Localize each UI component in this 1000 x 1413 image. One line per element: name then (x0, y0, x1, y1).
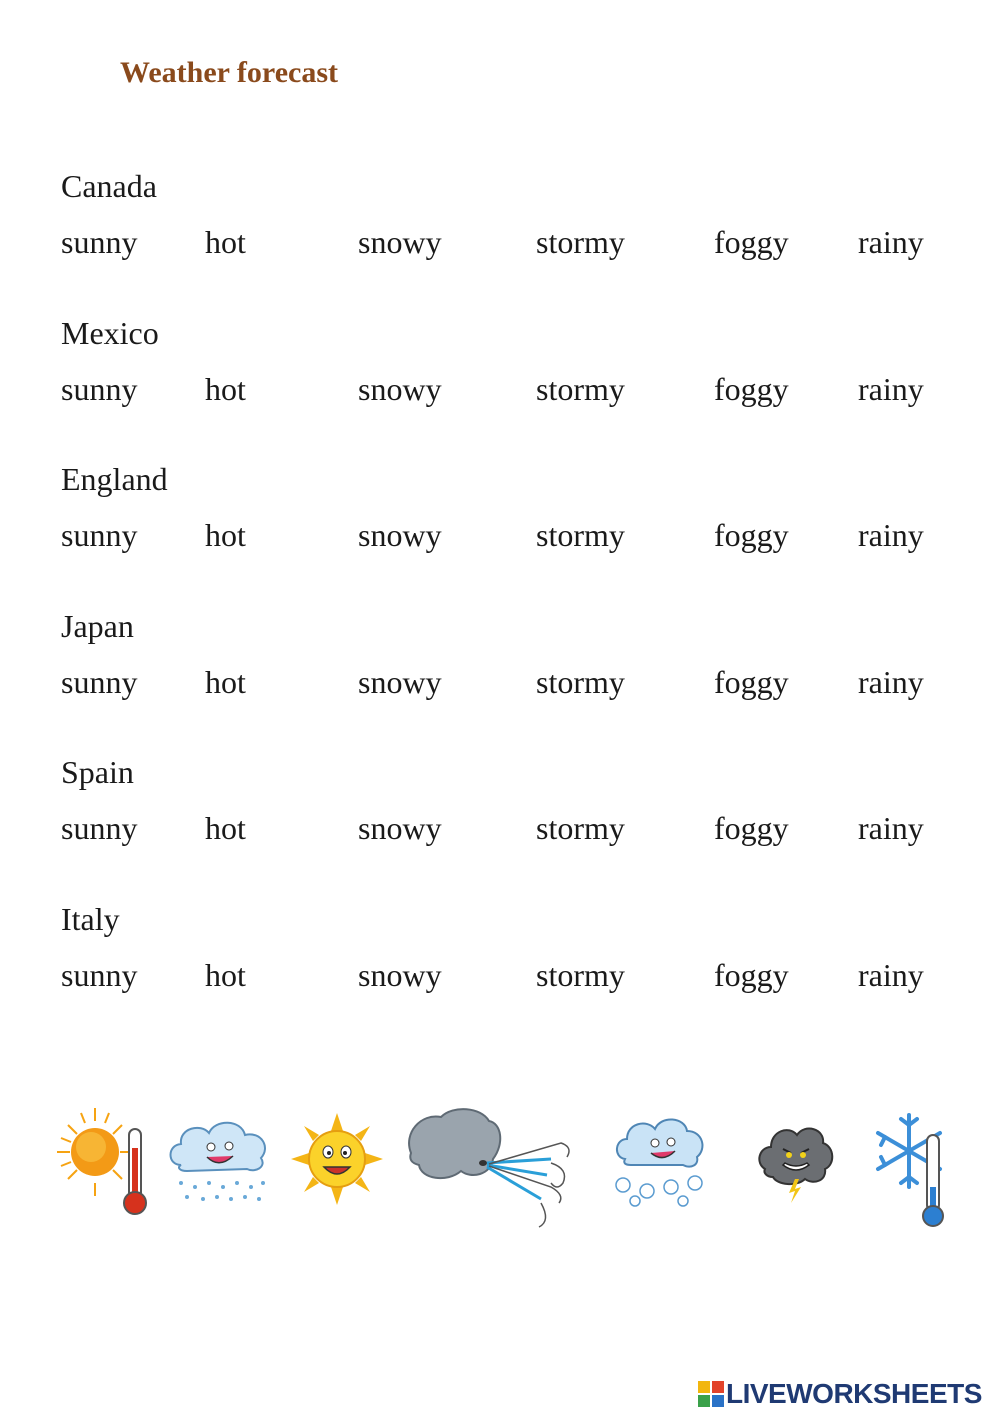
weather-option-stormy[interactable]: stormy (536, 224, 625, 260)
weather-option-foggy[interactable]: foggy (714, 224, 789, 260)
stormy-cloud-icon (755, 1119, 835, 1204)
weather-option-hot[interactable]: hot (205, 371, 246, 407)
weather-option-foggy[interactable]: foggy (714, 371, 789, 407)
weather-option-snowy[interactable]: snowy (358, 810, 442, 846)
weather-option-stormy[interactable]: stormy (536, 664, 625, 700)
weather-option-foggy[interactable]: foggy (714, 664, 789, 700)
weather-option-hot[interactable]: hot (205, 957, 246, 993)
brand-name: LIVEWORKSHEETS (726, 1378, 982, 1409)
weather-option-stormy[interactable]: stormy (536, 517, 625, 553)
weather-option-rainy[interactable]: rainy (858, 664, 924, 700)
weather-option-rainy[interactable]: rainy (858, 224, 924, 260)
weather-option-sunny[interactable]: sunny (61, 224, 138, 260)
weather-option-foggy[interactable]: foggy (714, 517, 789, 553)
weather-option-sunny[interactable]: sunny (61, 810, 138, 846)
snowy-cloud-icon (611, 1109, 711, 1209)
rainy-cloud-icon (163, 1113, 275, 1208)
weather-icons (55, 1095, 955, 1235)
country-name: Canada (61, 168, 157, 204)
weather-option-rainy[interactable]: rainy (858, 957, 924, 993)
weather-option-snowy[interactable]: snowy (358, 957, 442, 993)
hot-sun-thermometer-icon (55, 1103, 155, 1218)
weather-option-rainy[interactable]: rainy (858, 517, 924, 553)
cold-snowflake-thermometer-icon (875, 1113, 955, 1228)
weather-option-hot[interactable]: hot (205, 517, 246, 553)
weather-option-rainy[interactable]: rainy (858, 810, 924, 846)
country-name: Japan (61, 608, 134, 644)
weather-option-foggy[interactable]: foggy (714, 810, 789, 846)
weather-option-sunny[interactable]: sunny (61, 371, 138, 407)
country-name: Italy (61, 901, 120, 937)
weather-option-stormy[interactable]: stormy (536, 371, 625, 407)
weather-option-foggy[interactable]: foggy (714, 957, 789, 993)
weather-option-hot[interactable]: hot (205, 224, 246, 260)
weather-option-hot[interactable]: hot (205, 810, 246, 846)
country-name: Spain (61, 754, 134, 790)
liveworksheets-logo (698, 1378, 982, 1410)
sunny-sun-icon (291, 1113, 383, 1205)
weather-option-stormy[interactable]: stormy (536, 810, 625, 846)
windy-cloud-icon (401, 1103, 581, 1233)
country-name: Mexico (61, 315, 159, 351)
country-name: England (61, 461, 168, 497)
weather-option-snowy[interactable]: snowy (358, 517, 442, 553)
weather-option-rainy[interactable]: rainy (858, 371, 924, 407)
weather-option-hot[interactable]: hot (205, 664, 246, 700)
weather-option-snowy[interactable]: snowy (358, 224, 442, 260)
weather-option-stormy[interactable]: stormy (536, 957, 625, 993)
weather-option-snowy[interactable]: snowy (358, 664, 442, 700)
weather-option-sunny[interactable]: sunny (61, 664, 138, 700)
page-title: Weather forecast (120, 56, 338, 89)
liveworksheets-mark-icon (698, 1381, 724, 1407)
weather-option-snowy[interactable]: snowy (358, 371, 442, 407)
weather-option-sunny[interactable]: sunny (61, 957, 138, 993)
weather-option-sunny[interactable]: sunny (61, 517, 138, 553)
